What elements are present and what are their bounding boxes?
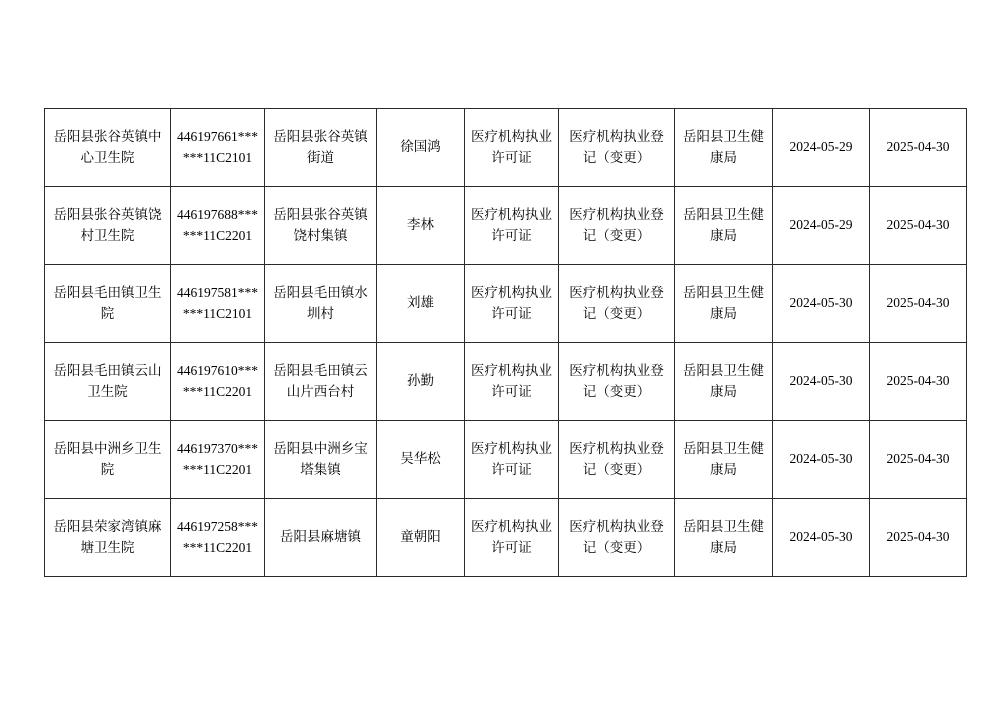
- cell-issue-date: 2024-05-30: [773, 499, 870, 577]
- cell-certificate-name: 医疗机构执业许可证: [465, 343, 559, 421]
- cell-legal-person: 李林: [377, 187, 465, 265]
- cell-valid-until: 2025-04-30: [870, 109, 967, 187]
- cell-institution-name: 岳阳县张谷英镇饶村卫生院: [45, 187, 171, 265]
- cell-certificate-name: 医疗机构执业许可证: [465, 499, 559, 577]
- cell-approval-organ: 岳阳县卫生健康局: [675, 109, 773, 187]
- cell-address: 岳阳县中洲乡宝塔集镇: [265, 421, 377, 499]
- cell-credit-code: 446197688******11C2201: [171, 187, 265, 265]
- cell-approval-organ: 岳阳县卫生健康局: [675, 421, 773, 499]
- cell-handled-item: 医疗机构执业登记（变更）: [559, 421, 675, 499]
- cell-issue-date: 2024-05-30: [773, 421, 870, 499]
- table-row: [45, 421, 967, 499]
- cell-address: 岳阳县张谷英镇街道: [265, 109, 377, 187]
- cell-valid-until: 2025-04-30: [870, 265, 967, 343]
- cell-valid-until: 2025-04-30: [870, 343, 967, 421]
- cell-issue-date: 2024-05-29: [773, 109, 870, 187]
- cell-valid-until: 2025-04-30: [870, 187, 967, 265]
- cell-legal-person: 童朝阳: [377, 499, 465, 577]
- table-row: [45, 187, 967, 265]
- cell-approval-organ: 岳阳县卫生健康局: [675, 187, 773, 265]
- cell-credit-code: 446197661******11C2101: [171, 109, 265, 187]
- cell-address: 岳阳县张谷英镇饶村集镇: [265, 187, 377, 265]
- cell-credit-code: 446197581******11C2101: [171, 265, 265, 343]
- records-table-container: [44, 108, 966, 577]
- cell-certificate-name: 医疗机构执业许可证: [465, 187, 559, 265]
- cell-issue-date: 2024-05-30: [773, 265, 870, 343]
- cell-certificate-name: 医疗机构执业许可证: [465, 109, 559, 187]
- table-row: [45, 109, 967, 187]
- records-table: [44, 108, 967, 577]
- cell-institution-name: 岳阳县张谷英镇中心卫生院: [45, 109, 171, 187]
- cell-approval-organ: 岳阳县卫生健康局: [675, 265, 773, 343]
- table-row: [45, 499, 967, 577]
- cell-issue-date: 2024-05-29: [773, 187, 870, 265]
- table-row: [45, 265, 967, 343]
- cell-institution-name: 岳阳县荣家湾镇麻塘卫生院: [45, 499, 171, 577]
- cell-handled-item: 医疗机构执业登记（变更）: [559, 187, 675, 265]
- cell-approval-organ: 岳阳县卫生健康局: [675, 499, 773, 577]
- cell-issue-date: 2024-05-30: [773, 343, 870, 421]
- cell-approval-organ: 岳阳县卫生健康局: [675, 343, 773, 421]
- cell-address: 岳阳县麻塘镇: [265, 499, 377, 577]
- cell-handled-item: 医疗机构执业登记（变更）: [559, 343, 675, 421]
- cell-institution-name: 岳阳县毛田镇云山卫生院: [45, 343, 171, 421]
- cell-valid-until: 2025-04-30: [870, 421, 967, 499]
- cell-address: 岳阳县毛田镇云山片西台村: [265, 343, 377, 421]
- cell-address: 岳阳县毛田镇水圳村: [265, 265, 377, 343]
- cell-institution-name: 岳阳县毛田镇卫生院: [45, 265, 171, 343]
- cell-valid-until: 2025-04-30: [870, 499, 967, 577]
- cell-handled-item: 医疗机构执业登记（变更）: [559, 499, 675, 577]
- cell-credit-code: 446197610******11C2201: [171, 343, 265, 421]
- table-row: [45, 343, 967, 421]
- cell-certificate-name: 医疗机构执业许可证: [465, 421, 559, 499]
- cell-legal-person: 刘雄: [377, 265, 465, 343]
- cell-institution-name: 岳阳县中洲乡卫生院: [45, 421, 171, 499]
- cell-legal-person: 徐国鸿: [377, 109, 465, 187]
- cell-credit-code: 446197258******11C2201: [171, 499, 265, 577]
- cell-legal-person: 吴华松: [377, 421, 465, 499]
- cell-handled-item: 医疗机构执业登记（变更）: [559, 265, 675, 343]
- cell-handled-item: 医疗机构执业登记（变更）: [559, 109, 675, 187]
- cell-certificate-name: 医疗机构执业许可证: [465, 265, 559, 343]
- cell-legal-person: 孙勤: [377, 343, 465, 421]
- cell-credit-code: 446197370******11C2201: [171, 421, 265, 499]
